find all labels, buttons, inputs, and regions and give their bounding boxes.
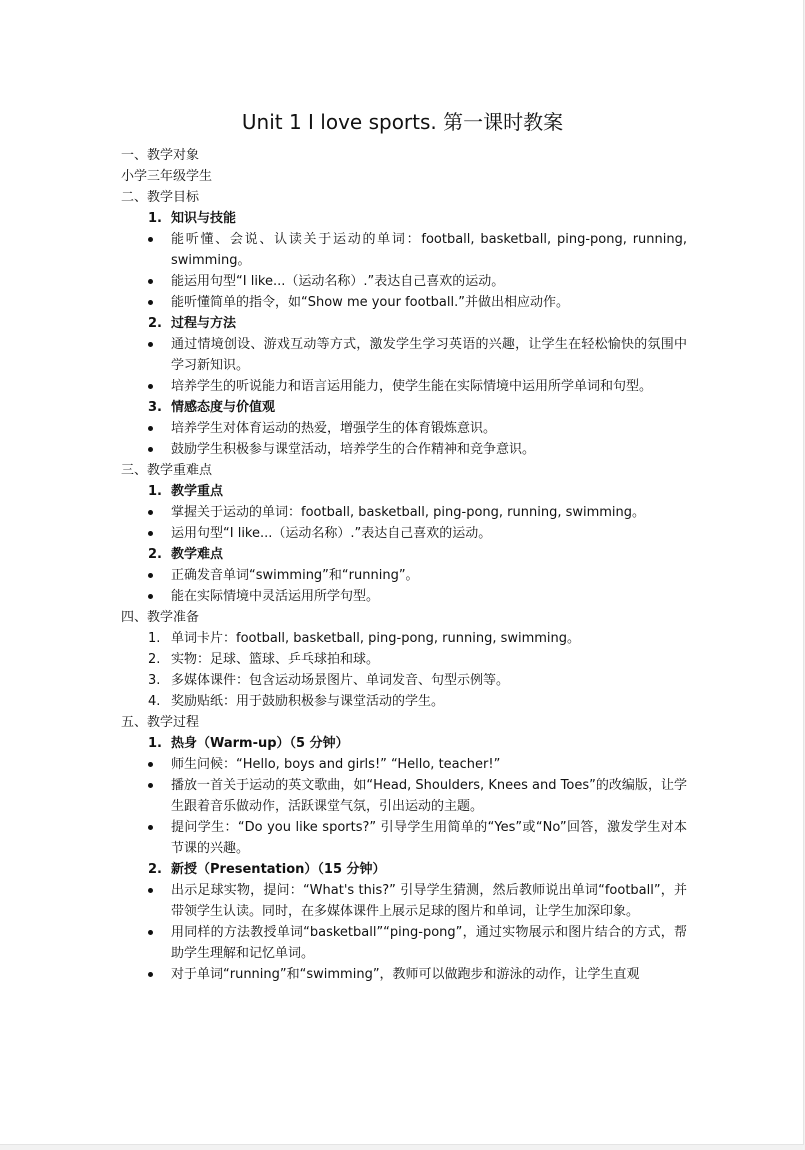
subheading-process-methods [121,313,687,334]
subheading-label: 教学重点 [171,484,224,499]
subheading-label: 新授（Presentation）（15 分钟） [171,862,386,877]
subheading-number: 3. [148,400,162,415]
bullet-icon [148,447,153,452]
list-item [121,775,687,817]
list-item-text: 培养学生对体育运动的热爱，增强学生的体育锻炼意识。 [171,421,497,436]
section-heading-key-points: 三、教学重难点 [121,463,213,478]
subheading-label: 教学难点 [171,547,224,562]
subheading-knowledge-skills [121,208,687,229]
list-item [121,523,687,544]
subheading-number: 2. [148,547,162,562]
list-item-text: 通过情境创设、游戏互动等方式，激发学生学习英语的兴趣，让学生在轻松愉快的氛围中学习新知识。 [171,337,687,373]
list-item-text: 运用句型“I like...（运动名称）.”表达自己喜欢的运动。 [171,526,492,541]
bullet-icon [148,384,153,389]
bullet-icon [148,930,153,935]
list-item [121,817,687,859]
item-number: 1. [148,631,161,646]
list-item [121,502,687,523]
list-item-text: 提问学生：“Do you like sports?” 引导学生用简单的“Yes”或“No”回答，激发学生对本节课的兴趣。 [171,820,687,856]
list-item [121,292,687,313]
subheading-number: 1. [148,736,162,751]
list-item [121,376,687,397]
subheading-presentation [121,859,687,880]
bullet-icon [148,342,153,347]
list-item-text: 出示足球实物，提问：“What's this?” 引导学生猜测，然后教师说出单词“football”，并带领学生认读。同时，在多媒体课件上展示足球的图片和单词，让学生加深印象。 [171,883,687,919]
ordered-item-text: 单词卡片：football, basketball, ping-pong, running, swimming。 [171,631,581,646]
list-item [121,964,687,985]
ordered-item [121,649,687,670]
ordered-item [121,691,687,712]
ordered-item [121,670,687,691]
bullet-icon [148,783,153,788]
list-item [121,922,687,964]
subheading-number: 1. [148,211,162,226]
item-number: 2. [148,652,161,667]
list-item-text: 鼓励学生积极参与课堂活动，培养学生的合作精神和竞争意识。 [171,442,536,457]
section-heading-procedure: 五、教学过程 [121,715,200,730]
list-item-text: 播放一首关于运动的英文歌曲，如“Head, Shoulders, Knees and Toes”的改编版，让学生跟着音乐做动作，活跃课堂气氛，引出运动的主题。 [171,778,687,814]
subheading-number: 2. [148,862,162,877]
bullet-icon [148,825,153,830]
bullet-icon [148,573,153,578]
bullet-icon [148,888,153,893]
ordered-item [121,628,687,649]
subheading-label: 过程与方法 [171,316,237,331]
list-item [121,418,687,439]
bullet-icon [148,237,153,242]
list-item-text: 师生问候：“Hello, boys and girls!” “Hello, teacher!” [171,757,501,772]
subheading-attitudes-values [121,397,687,418]
item-number: 3. [148,673,161,688]
list-item [121,439,687,460]
target-audience-text: 小学三年级学生 [121,169,213,184]
document-body [121,145,687,985]
subheading-difficulties [121,544,687,565]
list-item [121,229,687,271]
bullet-icon [148,531,153,536]
bullet-icon [148,762,153,767]
list-item-text: 用同样的方法教授单词“basketball”“ping-pong”，通过实物展示和图片结合的方式，帮助学生理解和记忆单词。 [171,925,687,961]
ordered-item-text: 多媒体课件：包含运动场景图片、单词发音、句型示例等。 [171,673,510,688]
subheading-warm-up [121,733,687,754]
list-item [121,334,687,376]
list-item-text: 对于单词“running”和“swimming”，教师可以做跑步和游泳的动作，让学生直观 [171,967,640,982]
bullet-icon [148,300,153,305]
list-item-text: 能听懂、会说、认读关于运动的单词：football, basketball, ping-pong, running, swimming。 [171,232,687,268]
list-item-text: 掌握关于运动的单词：football, basketball, ping-pong, running, swimming。 [171,505,646,520]
bullet-icon [148,510,153,515]
bullet-icon [148,594,153,599]
section-heading-preparation: 四、教学准备 [121,610,200,625]
subheading-label: 热身（Warm-up）（5 分钟） [171,736,349,751]
bullet-icon [148,972,153,977]
bullet-icon [148,279,153,284]
ordered-item-text: 奖励贴纸：用于鼓励积极参与课堂活动的学生。 [171,694,445,709]
subheading-label: 知识与技能 [171,211,237,226]
subheading-number: 2. [148,316,162,331]
subheading-number: 1. [148,484,162,499]
list-item-text: 培养学生的听说能力和语言运用能力，使学生能在实际情境中运用所学单词和句型。 [171,379,653,394]
list-item [121,754,687,775]
list-item-text: 正确发音单词“swimming”和“running”。 [171,568,419,583]
list-item-text: 能听懂简单的指令，如“Show me your football.”并做出相应动作。 [171,295,569,310]
list-item [121,565,687,586]
document-title: Unit 1 I love sports. 第一课时教案 [241,110,564,134]
list-item-text: 能在实际情境中灵活运用所学句型。 [171,589,380,604]
list-item [121,271,687,292]
section-heading-objectives: 二、教学目标 [121,190,200,205]
list-item-text: 能运用句型“I like...（运动名称）.”表达自己喜欢的运动。 [171,274,505,289]
list-item [121,880,687,922]
subheading-label: 情感态度与价值观 [171,400,276,415]
item-number: 4. [148,694,161,709]
subheading-key-focus [121,481,687,502]
bullet-icon [148,426,153,431]
list-item [121,586,687,607]
section-heading-target-audience: 一、教学对象 [121,148,200,163]
ordered-item-text: 实物：足球、篮球、乒乓球拍和球。 [171,652,380,667]
